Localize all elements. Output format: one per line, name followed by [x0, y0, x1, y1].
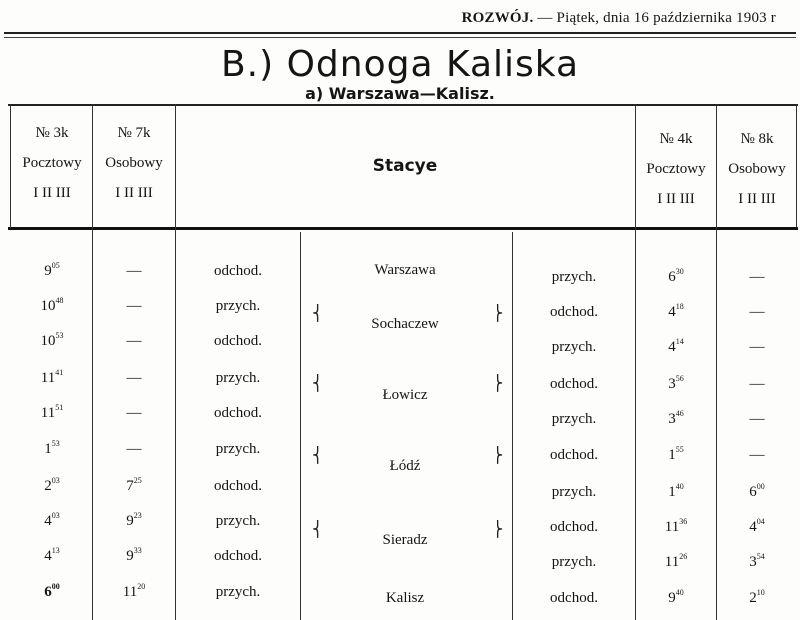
- header-rule: [4, 32, 796, 34]
- time-cell: [636, 446, 716, 464]
- stations-header: Stacye: [372, 156, 438, 176]
- time-hour: 11: [664, 554, 680, 570]
- page-title: B.) Odnoga Kaliska: [220, 44, 580, 85]
- route-subtitle: a) Warszawa—Kalisz.: [305, 84, 495, 103]
- column-header-3k: [12, 118, 92, 208]
- newspaper-header: [462, 10, 776, 27]
- time-cell: [93, 547, 175, 565]
- time-minute: 05: [51, 261, 60, 270]
- time-hour: 4: [44, 548, 52, 564]
- station-name: Warszawa: [374, 262, 436, 278]
- direction-cell: odchod.: [550, 590, 598, 606]
- direction-cell: odchod.: [550, 304, 598, 320]
- column-divider: [175, 104, 176, 620]
- issue-date: — Piątek, dnia 16 października 1903 r: [537, 10, 776, 26]
- time-minute: 33: [133, 546, 142, 555]
- time-cell: [636, 268, 716, 286]
- time-hour: 6: [668, 269, 676, 285]
- direction-cell: przych.: [215, 441, 261, 457]
- empty-cell: —: [749, 269, 765, 285]
- direction-cell: przych.: [215, 298, 261, 314]
- empty-cell: —: [126, 263, 142, 279]
- empty-cell: —: [126, 333, 142, 349]
- direction-cell: przych.: [215, 513, 261, 529]
- empty-cell: —: [749, 447, 765, 463]
- brace-left-icon: ⎨: [312, 522, 324, 538]
- time-minute: 53: [51, 439, 60, 448]
- brace-left-icon: ⎨: [312, 448, 324, 464]
- time-cell: [717, 518, 797, 536]
- time-cell: [636, 410, 716, 428]
- direction-cell: przych.: [215, 584, 261, 600]
- direction-cell: przych.: [551, 554, 597, 570]
- time-cell: [12, 404, 92, 422]
- time-minute: 40: [675, 588, 684, 597]
- time-cell: [636, 589, 716, 607]
- train-number: № 4k: [659, 131, 693, 147]
- empty-cell: —: [126, 298, 142, 314]
- time-hour: 10: [40, 298, 56, 314]
- brace-right-icon: ⎬: [492, 448, 504, 464]
- station-name: Kalisz: [385, 590, 425, 606]
- time-cell: [93, 512, 175, 530]
- table-top-rule: [8, 104, 798, 106]
- direction-cell: odchod.: [214, 263, 262, 279]
- empty-cell: —: [749, 304, 765, 320]
- station-name: Łódź: [389, 458, 421, 474]
- time-minute: 03: [51, 511, 60, 520]
- brace-right-icon: ⎬: [492, 376, 504, 392]
- time-hour: 11: [40, 370, 56, 386]
- train-number: № 7k: [117, 125, 151, 141]
- empty-cell: —: [749, 339, 765, 355]
- time-minute: 41: [55, 368, 64, 377]
- direction-cell: odchod.: [550, 519, 598, 535]
- train-number: № 8k: [740, 131, 774, 147]
- time-hour: 4: [749, 519, 757, 535]
- direction-cell: przych.: [215, 370, 261, 386]
- time-hour: 2: [44, 478, 52, 494]
- time-cell: [12, 547, 92, 565]
- empty-cell: —: [126, 441, 142, 457]
- train-number: № 3k: [35, 125, 69, 141]
- time-cell: [717, 553, 797, 571]
- column-divider: [10, 104, 11, 228]
- time-minute: 00: [756, 482, 765, 491]
- time-minute: 30: [675, 267, 684, 276]
- time-minute: 36: [679, 517, 688, 526]
- newspaper-name: ROZWÓJ.: [461, 10, 534, 26]
- time-cell: [12, 262, 92, 280]
- time-hour: 3: [749, 554, 757, 570]
- time-cell: [12, 332, 92, 350]
- train-type: Pocztowy: [646, 161, 706, 177]
- time-cell: [717, 483, 797, 501]
- time-cell: [636, 303, 716, 321]
- time-minute: 14: [675, 337, 684, 346]
- time-cell: [12, 440, 92, 458]
- empty-cell: —: [749, 411, 765, 427]
- station-name: Sieradz: [382, 532, 428, 548]
- header-rule-thin: [4, 37, 796, 38]
- time-minute: 40: [675, 482, 684, 491]
- direction-cell: przych.: [551, 339, 597, 355]
- time-minute: 04: [756, 517, 765, 526]
- time-hour: 4: [668, 304, 676, 320]
- direction-cell: odchod.: [214, 405, 262, 421]
- time-hour: 6: [44, 584, 52, 600]
- time-minute: 13: [51, 546, 60, 555]
- time-minute: 20: [137, 582, 146, 591]
- brace-left-icon: ⎨: [312, 306, 324, 322]
- time-minute: 46: [675, 409, 684, 418]
- direction-cell: przych.: [551, 484, 597, 500]
- brace-right-icon: ⎬: [492, 522, 504, 538]
- time-hour: 1: [668, 447, 676, 463]
- time-hour: 10: [40, 333, 56, 349]
- time-hour: 4: [44, 513, 52, 529]
- time-cell: [12, 297, 92, 315]
- station-name: Łowicz: [382, 387, 428, 403]
- time-cell: [636, 483, 716, 501]
- direction-cell: odchod.: [550, 376, 598, 392]
- time-cell: [12, 477, 92, 495]
- time-minute: 53: [55, 331, 64, 340]
- train-classes: I II III: [657, 191, 695, 207]
- time-hour: 11: [122, 584, 138, 600]
- time-minute: 03: [51, 476, 60, 485]
- train-classes: I II III: [33, 185, 71, 201]
- time-hour: 11: [40, 405, 56, 421]
- time-hour: 9: [126, 548, 134, 564]
- column-header-8k: [717, 124, 797, 214]
- time-hour: 11: [664, 519, 680, 535]
- time-hour: 6: [749, 484, 757, 500]
- direction-cell: odchod.: [214, 548, 262, 564]
- time-minute: 18: [675, 302, 684, 311]
- time-minute: 00: [51, 582, 60, 591]
- time-cell: [12, 512, 92, 530]
- time-minute: 54: [756, 552, 765, 561]
- time-minute: 51: [55, 403, 64, 412]
- time-cell: [636, 518, 716, 536]
- column-header-7k: [93, 118, 175, 208]
- time-cell: [717, 589, 797, 607]
- time-cell: [636, 338, 716, 356]
- direction-cell: odchod.: [550, 447, 598, 463]
- train-type: Osobowy: [105, 155, 163, 171]
- time-minute: 48: [55, 296, 64, 305]
- time-hour: 1: [668, 484, 676, 500]
- empty-cell: —: [126, 370, 142, 386]
- train-classes: I II III: [738, 191, 776, 207]
- time-minute: 55: [675, 445, 684, 454]
- time-hour: 4: [668, 339, 676, 355]
- direction-cell: przych.: [551, 411, 597, 427]
- train-type: Osobowy: [728, 161, 786, 177]
- time-cell: [12, 369, 92, 387]
- time-hour: 1: [44, 441, 52, 457]
- train-type: Pocztowy: [22, 155, 82, 171]
- time-hour: 3: [668, 411, 676, 427]
- time-minute: 25: [133, 476, 142, 485]
- table-header-rule: [8, 227, 798, 230]
- time-cell: [12, 583, 92, 601]
- time-cell: [93, 477, 175, 495]
- column-header-4k: [636, 124, 716, 214]
- brace-right-icon: ⎬: [492, 306, 504, 322]
- empty-cell: —: [126, 405, 142, 421]
- direction-cell: przych.: [551, 269, 597, 285]
- time-minute: 56: [675, 374, 684, 383]
- time-cell: [636, 553, 716, 571]
- time-minute: 10: [756, 588, 765, 597]
- direction-cell: odchod.: [214, 333, 262, 349]
- time-hour: 9: [126, 513, 134, 529]
- time-minute: 26: [679, 552, 688, 561]
- empty-cell: —: [749, 376, 765, 392]
- time-hour: 9: [44, 263, 52, 279]
- time-hour: 2: [749, 590, 757, 606]
- station-name: Sochaczew: [371, 316, 439, 332]
- time-cell: [93, 583, 175, 601]
- brace-left-icon: ⎨: [312, 376, 324, 392]
- column-divider: [300, 232, 301, 620]
- direction-cell: odchod.: [214, 478, 262, 494]
- time-hour: 7: [126, 478, 134, 494]
- time-cell: [636, 375, 716, 393]
- time-minute: 23: [133, 511, 142, 520]
- time-hour: 9: [668, 590, 676, 606]
- train-classes: I II III: [115, 185, 153, 201]
- time-hour: 3: [668, 376, 676, 392]
